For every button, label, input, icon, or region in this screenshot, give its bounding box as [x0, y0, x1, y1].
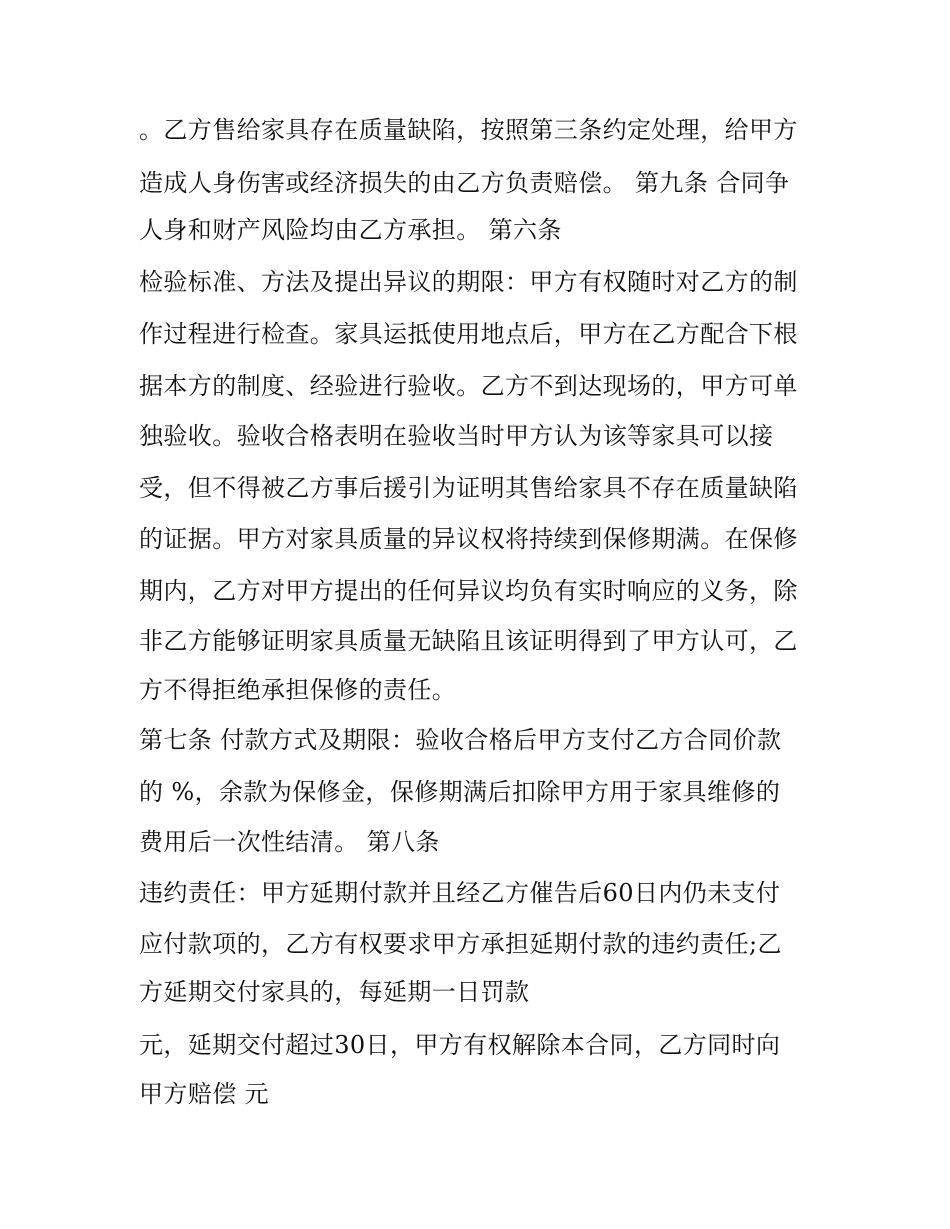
text-line-7: 独验收。验收合格表明在验收当时甲方认为该等家具可以接: [139, 422, 774, 450]
text-line-15: 费用后一次性结清。 第八条: [139, 828, 440, 856]
text-line-6: 据本方的制度、经验进行验收。乙方不到达现场的，甲方可单: [139, 372, 798, 400]
text-line-1: 。乙方售给家具存在质量缺陷，按照第三条约定处理，给甲方: [139, 116, 798, 144]
text-line-14: 的 %，余款为保修金，保修期满后扣除甲方用于家具维修的: [139, 778, 781, 806]
text-line-20: 甲方赔偿 元: [139, 1080, 270, 1108]
text-line-5: 作过程进行检查。家具运抵使用地点后，甲方在乙方配合下根: [139, 320, 798, 348]
text-line-3: 人身和财产风险均由乙方承担。 第六条: [139, 216, 562, 244]
text-line-16: 违约责任：甲方延期付款并且经乙方催告后60日内仍未支付: [139, 879, 781, 907]
text-line-17: 应付款项的，乙方有权要求甲方承担延期付款的违约责任;乙: [139, 930, 782, 958]
text-line-9: 的证据。甲方对家具质量的异议权将持续到保修期满。在保修: [139, 525, 798, 553]
text-line-8: 受，但不得被乙方事后援引为证明其售给家具不存在质量缺陷: [139, 474, 798, 502]
text-line-12: 方不得拒绝承担保修的责任。: [139, 676, 457, 704]
text-line-19: 元，延期交付超过30日，甲方有权解除本合同，乙方同时向: [139, 1031, 781, 1059]
text-line-10: 期内，乙方对甲方提出的任何异议均负有实时响应的义务，除: [139, 577, 798, 605]
text-line-13: 第七条 付款方式及期限：验收合格后甲方支付乙方合同价款: [139, 726, 782, 754]
text-line-4: 检验标准、方法及提出异议的期限：甲方有权随时对乙方的制: [139, 268, 798, 296]
text-line-18: 方延期交付家具的，每延期一日罚款: [139, 978, 530, 1006]
text-line-2: 造成人身伤害或经济损失的由乙方负责赔偿。 第九条 合同争: [139, 169, 790, 197]
text-line-11: 非乙方能够证明家具质量无缺陷且该证明得到了甲方认可，乙: [139, 627, 798, 655]
